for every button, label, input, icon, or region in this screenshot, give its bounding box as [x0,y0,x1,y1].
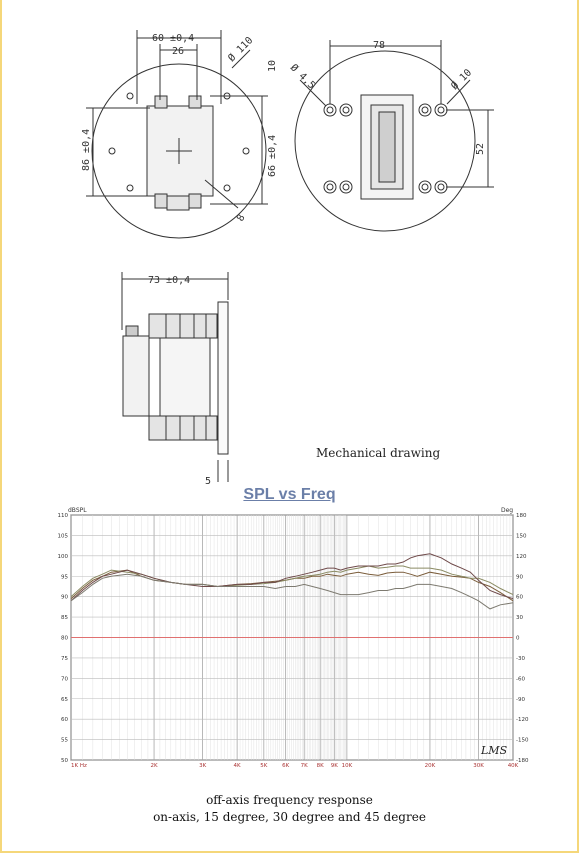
front-view [86,30,268,238]
x-tick-label: 4K [233,763,241,769]
y-tick-label: 95 [61,574,68,581]
y-tick-label: 90 [61,594,68,601]
x-tick-label: 1K Hz [71,763,87,769]
y2-tick-label: 150 [516,533,527,540]
x-tick-label: 9K [330,763,338,769]
caption-line-2: on-axis, 15 degree, 30 degree and 45 degree [153,810,426,824]
spl-chart [0,505,579,770]
y2-tick-label: 0 [516,635,520,642]
dim-diameter: Ø 110 [226,35,256,65]
dim-top-width: 60 ±0,4 [152,33,195,44]
y2-tick-label: 180 [516,513,527,519]
y-tick-labels [58,513,69,764]
dim-inner-width: 26 [172,46,185,57]
dim-small: 10 [267,59,278,72]
dim-mount-height: 52 [475,142,486,155]
y2-tick-label: 30 [516,615,523,622]
y-tick-label: 60 [61,717,68,724]
caption-line-1: off-axis frequency response [206,793,373,807]
y2-tick-label: 120 [516,553,527,560]
y2-tick-label: -150 [516,737,529,744]
dim-depth: 73 ±0,4 [148,275,191,286]
y2-tick-label: -90 [516,696,525,703]
y2-tick-label: -120 [516,717,529,724]
dim-corner: 8 [235,212,248,224]
x-tick-label: 8K [316,763,324,769]
y2-tick-label: -30 [516,655,525,662]
y-tick-label: 65 [61,696,68,703]
y2-axis-label: Deg [501,507,514,514]
x-tick-label: 2K [150,763,158,769]
y2-tick-label: 60 [516,594,523,601]
dim-height-left: 86 ±0,4 [81,128,92,171]
y2-tick-label: -180 [516,758,529,764]
y2-tick-label: 90 [516,574,523,581]
mechanical-drawing-caption: Mechanical drawing [316,446,441,460]
y2-tick-label: -60 [516,676,525,683]
dim-mount-width: 78 [373,40,386,51]
x-tick-label: 7K [300,763,308,769]
y-tick-label: 110 [57,513,68,519]
y-tick-label: 55 [61,737,68,744]
x-tick-label: 20K [424,763,436,769]
y-tick-label: 75 [61,655,68,662]
x-tick-label: 6K [282,763,290,769]
chart-title: SPL vs Freq [243,486,336,503]
x-tick-label: 10K [341,763,353,769]
y-tick-label: 100 [57,553,68,560]
dim-height-right: 66 ±0,4 [267,134,278,177]
x-tick-label: 30K [473,763,484,769]
dim-mount-dia: Ø 10 [449,67,475,93]
y-axis-label: dBSPL [68,507,87,514]
y-tick-label: 85 [61,615,68,622]
y-tick-label: 80 [61,635,68,642]
dim-hole-dia: Ø 4,5 [287,62,317,92]
x-tick-label: 5K [260,763,268,769]
x-tick-label: 3K [199,763,207,769]
side-view [122,272,228,482]
y-tick-label: 105 [57,533,68,540]
y-tick-label: 70 [61,676,68,683]
dim-flange: 5 [205,476,212,487]
signature: LMS [481,744,508,757]
x-tick-labels [71,763,519,769]
x-tick-label: 40K [507,763,519,769]
y2-tick-labels [516,513,529,764]
y-tick-label: 50 [61,758,68,764]
